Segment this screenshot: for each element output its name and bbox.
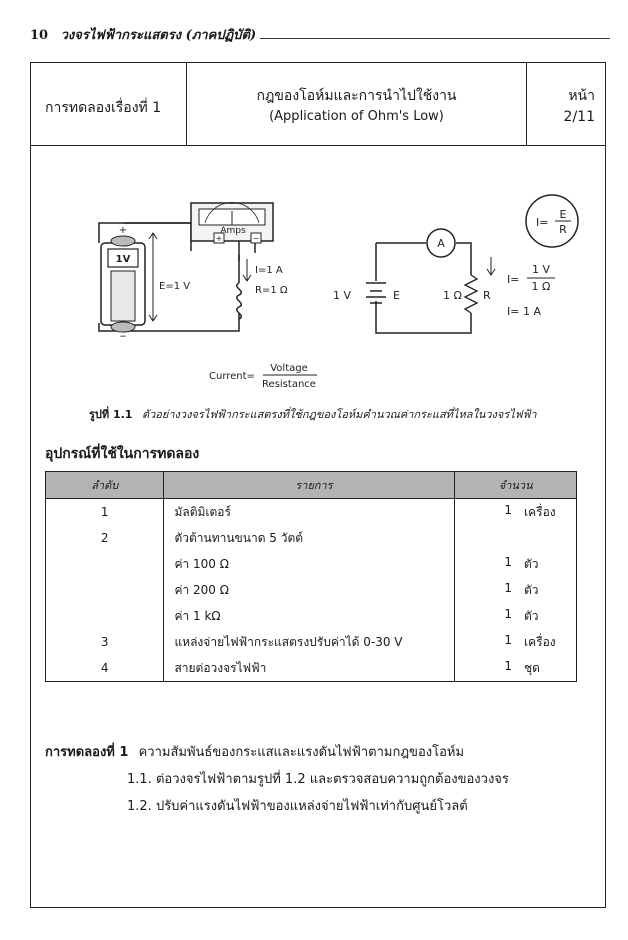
battery-label: 1V [115,254,131,265]
table-row [46,629,577,655]
row-item: มัลติมิเตอร์ [164,499,455,526]
row-no: 2 [46,525,164,551]
header-rule [260,38,610,39]
meter-label: Amps [220,226,246,236]
table-row [46,655,577,682]
table-row [46,525,577,551]
formula-numerator: Voltage [270,363,308,374]
step-1-2: 1.2. ปรับค่าแรงดันไฟฟ้าของแหล่งจ่ายไฟฟ้าเท่ากับศูนย์โวลต์ [127,799,468,814]
header-left-cell [31,63,187,145]
row-unit: ตัว [524,608,539,623]
ohm-r: R [559,223,567,236]
schematic-circuit [366,243,495,333]
step-1-1: 1.1. ต่อวงจรไฟฟ้าตามรูปที่ 1.2 และตรวจสอบความถูกต้องของวงจร [127,772,509,787]
row-no [46,603,164,629]
ammeter-label: A [437,237,445,250]
current-formula [209,363,317,390]
row-no [46,577,164,603]
row-unit: เครื่อง [524,504,556,519]
caption-text: ตัวอย่างวงจรไฟฟ้ากระแสตรงที่ใช้กฎของโอห์มคำนวณค่ากระแสที่ไหลในวงจรไฟฟ้า [141,408,537,421]
svg-text:+: + [118,225,128,236]
equipment-title: อุปกรณ์ที่ใช้ในการทดลอง [45,446,200,462]
page-number: 10 [30,28,49,43]
row-item: ค่า 100 Ω [164,551,455,577]
table-row [46,499,577,526]
header-title-cell [186,63,527,145]
source-symbol: E [393,289,400,302]
source-value: 1 V [333,289,352,302]
row-qty-cell [455,655,577,682]
row-item: แหล่งจ่ายไฟฟ้ากระแสตรงปรับค่าได้ 0-30 V [164,629,455,655]
row-unit: ชุด [524,660,540,675]
experiment-1-text: ความสัมพันธ์ของกระแสและแรงดันไฟฟ้าตามกฎของโอห์ม [138,745,465,760]
row-item: ตัวต้านทานขนาด 5 วัตต์ [164,525,455,551]
title-english: (Application of Ohm's Low) [269,109,444,124]
experiment-1-label: การทดลองที่ 1 [45,745,129,760]
resistor-symbol: R [483,289,491,302]
row-qty: 1 [504,658,512,673]
row-item: สายต่อวงจรไฟฟ้า [164,655,455,682]
row-unit: ตัว [524,556,539,571]
col-item-header: รายการ [164,472,455,499]
experiment-1-heading [45,741,464,762]
table-header-row [46,472,577,499]
book-title: วงจรไฟฟ้ากระแสตรง (ภาคปฏิบัติ) [60,28,257,43]
figure-caption [89,405,537,423]
formula-prefix: Current= [209,371,255,382]
table-row [46,577,577,603]
page-label: หน้า [568,88,595,104]
equipment-table [45,471,577,682]
row-qty: 1 [504,580,512,595]
experiment-header [31,63,605,146]
row-qty: 1 [504,502,512,517]
row-qty-cell [455,551,577,577]
col-qty-header: จำนวน [455,472,577,499]
header-page-cell [526,63,605,145]
calc-numerator: 1 V [531,263,551,276]
svg-text:+: + [215,234,223,243]
row-no: 4 [46,655,164,682]
calc-result: I= 1 A [507,305,541,318]
row-qty-cell [455,499,577,526]
voltage-label: E=1 V [159,281,191,292]
row-qty-cell [455,629,577,655]
row-qty-cell [455,577,577,603]
resistor-value: 1 Ω [443,289,462,302]
row-qty-cell [455,603,577,629]
calc-denominator: 1 Ω [531,280,551,293]
ohm-i: I= [536,216,549,229]
row-qty: 1 [504,554,512,569]
table-row [46,603,577,629]
title-thai: กฎของโอห์มและการนำไปใช้งาน [256,88,457,104]
row-no [46,551,164,577]
row-no: 3 [46,629,164,655]
row-qty: 1 [504,606,512,621]
row-qty-cell [455,525,577,551]
row-item: ค่า 1 kΩ [164,603,455,629]
table-row [46,551,577,577]
formula-denominator: Resistance [262,379,316,390]
svg-text:−: − [252,234,260,243]
ohm-law-badge [526,195,578,247]
current-label: I=1 A [255,265,283,276]
col-no-header: ลำดับ [46,472,164,499]
row-qty: 1 [504,632,512,647]
row-no: 1 [46,499,164,526]
row-unit: ตัว [524,582,539,597]
caption-label: รูปที่ 1.1 [89,408,133,421]
experiment-label: การทดลองเรื่องที่ 1 [45,100,162,116]
resistance-label: R=1 Ω [255,285,288,296]
circuit-drawings [31,163,607,403]
calc-prefix: I= [507,273,520,286]
page-value: 2/11 [563,109,595,125]
running-head [30,24,610,46]
battery-icon [101,225,145,342]
row-unit: เครื่อง [524,634,556,649]
row-item: ค่า 200 Ω [164,577,455,603]
current-calculation [507,263,555,318]
page-frame [30,62,606,908]
ammeter-icon [191,202,273,243]
svg-text:−: − [119,332,127,342]
ohm-e: E [559,208,567,221]
